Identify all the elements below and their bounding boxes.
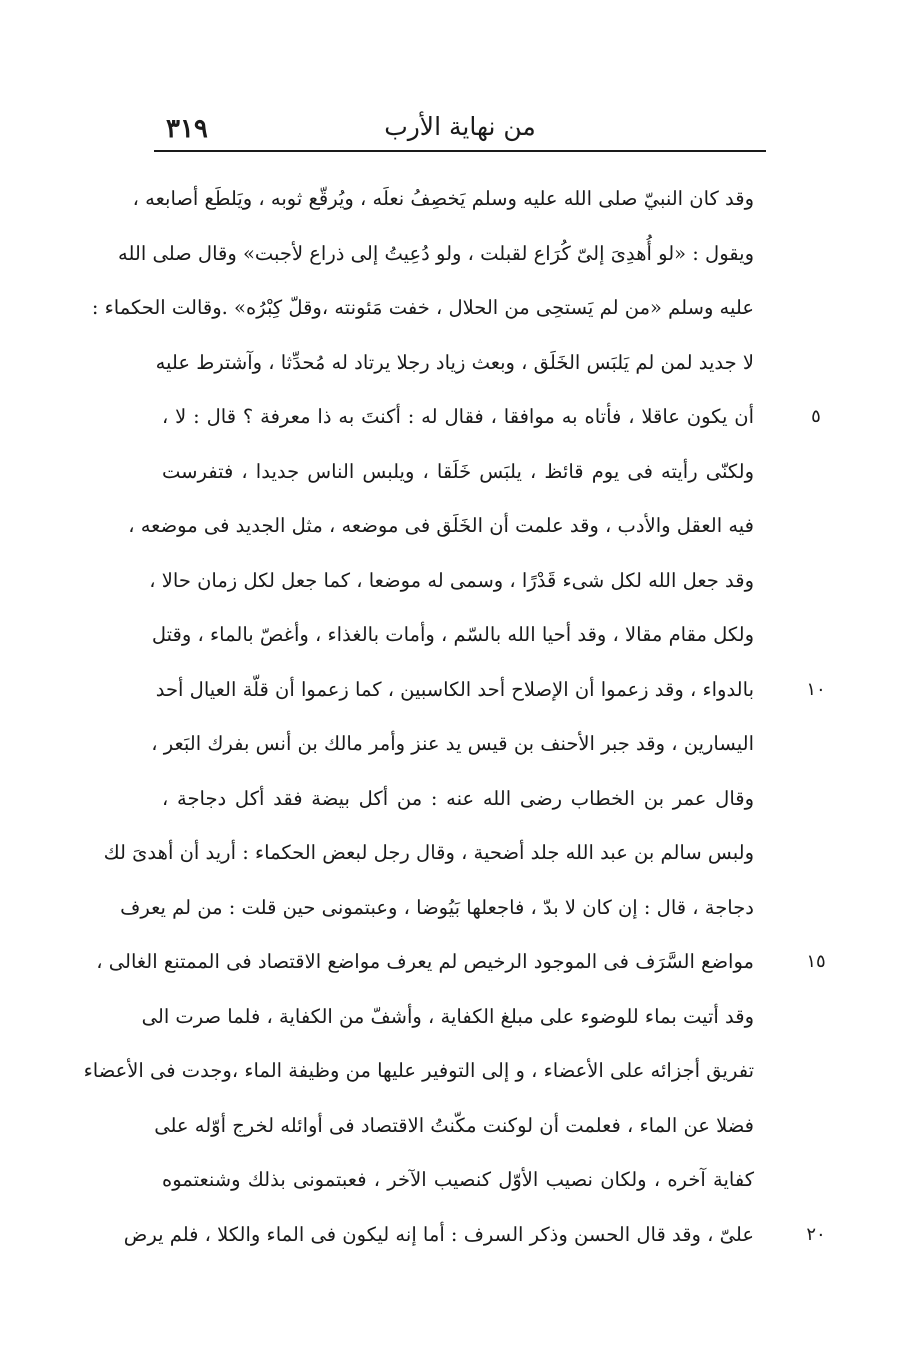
- text-line: ولكل مقام مقالا ، وقد أحيا الله بالسّم ، وأمات بالغذاء ، وأغصّ بالماء ، وقتل: [151, 623, 754, 646]
- line-number: ١٥: [806, 951, 826, 972]
- text-line: أن يكون عاقلا ، فأتاه به موافقا ، فقال له : أكنتَ به ذا معرفة ؟ قال : لا ،: [162, 405, 754, 428]
- line-number: [786, 172, 846, 227]
- text-line: تفريق أجزائه على الأعضاء ، و إلى التوفير عليها من وظيفة الماء ،وجدت فى الأعضاء: [83, 1059, 754, 1082]
- line-number: [786, 1044, 846, 1099]
- line-number: [786, 445, 846, 500]
- line-number: ٢٠: [806, 1223, 826, 1245]
- line-number: [786, 499, 846, 554]
- text-line: وقال عمر بن الخطاب رضى الله عنه : من أكل بيضة فقد أكل دجاجة ،: [162, 786, 754, 810]
- line-number: [786, 1153, 846, 1208]
- line-number: [786, 227, 846, 282]
- line-number: [786, 772, 846, 827]
- header-rule: [154, 150, 766, 152]
- line-number: ١٠: [806, 678, 826, 700]
- line-number: [786, 608, 846, 663]
- page-header: [156, 108, 764, 152]
- text-line: لا جديد لمن لم يَلبَس الخَلَق ، وبعث زياد رجلا يرتاد له مُحدِّثا ، وآشترط عليه: [155, 350, 754, 374]
- page-number: ٣١٩: [166, 114, 208, 144]
- text-line: وقد كان النبيّ صلى الله عليه وسلم يَخصِفُ نعلَه ، ويُرقّع ثوبه ، ويَلطَع أصابعه ،: [132, 187, 754, 210]
- text-line: اليسارين ، وقد جبر الأحنف بن قيس يد عنز وأمر مالك بن أنس بفرك البَعر ،: [151, 732, 754, 755]
- line-number: [786, 826, 846, 881]
- running-title: من نهاية الأرب: [384, 112, 536, 141]
- line-number: [786, 554, 846, 609]
- text-line: ولبس سالم بن عبد الله جلد أضحية ، وقال رجل لبعض الحكماء : أريد أن أهدىَ لك: [103, 841, 754, 864]
- text-line: دجاجة ، قال : إن كان لا بدّ ، فاجعلها بَيُوضا ، وعبتمونى حين قلت : من لم يعرف: [120, 895, 754, 919]
- line-number: ٥: [811, 406, 821, 427]
- line-number: [786, 336, 846, 391]
- text-line: بالدواء ، وقد زعموا أن الإصلاح أحد الكاسبين ، كما زعموا أن قلّة العيال أحد: [155, 677, 754, 701]
- line-number: [786, 717, 846, 772]
- text-line: علىّ ، وقد قال الحسن وذكر السرف : أما إنه ليكون فى الماء والكلا ، فلم يرض: [123, 1222, 754, 1246]
- line-number: [786, 1099, 846, 1154]
- text-line: ولكنّى رأيته فى يوم قائظ ، يلبَس خَلَقا ، ويلبس الناس جديدا ، فتفرست: [162, 459, 754, 483]
- line-number-margin: [786, 172, 846, 1262]
- line-number: [786, 281, 846, 336]
- line-number: [786, 881, 846, 936]
- text-line: مواضع السَّرَف فى الموجود الرخيص لم يعرف مواضع الاقتصاد فى الممتنع الغالى ،: [96, 950, 754, 973]
- line-number: [786, 990, 846, 1045]
- body-text: [83, 172, 754, 1262]
- text-line: وقد أتيت بماء للوضوء على مبلغ الكفاية ، وأشفّ من الكفاية ، فلما صرت الى: [141, 1004, 754, 1028]
- text-line: فضلا عن الماء ، فعلمت أن لوكنت مكّنتُ الاقتصاد فى أوائله لخرج أوّله على: [154, 1113, 754, 1137]
- text-line: عليه وسلم «من لم يَستحِى من الحلال ، خفت مَئونته ،وقلّ كِبْرُه» .وقالت الحكماء :: [91, 296, 754, 319]
- text-line: ويقول : «لو أُهدِىَ إلىّ كُرَاع لقبلت ، ولو دُعِيتُ إلى ذراع لأجبت» وقال صلى الله: [117, 241, 754, 265]
- text-line: فيه العقل والأدب ، وقد علمت أن الخَلَق فى موضعه ، مثل الجديد فى موضعه ،: [128, 514, 754, 537]
- text-line: كفاية آخره ، ولكان نصيب الأوّل كنصيب الآخر ، فعبتمونى بذلك وشنعتموه: [162, 1168, 754, 1191]
- text-line: وقد جعل الله لكل شىء قَدْرًا ، وسمى له موضعا ، كما جعل لكل زمان حالا ،: [149, 568, 754, 592]
